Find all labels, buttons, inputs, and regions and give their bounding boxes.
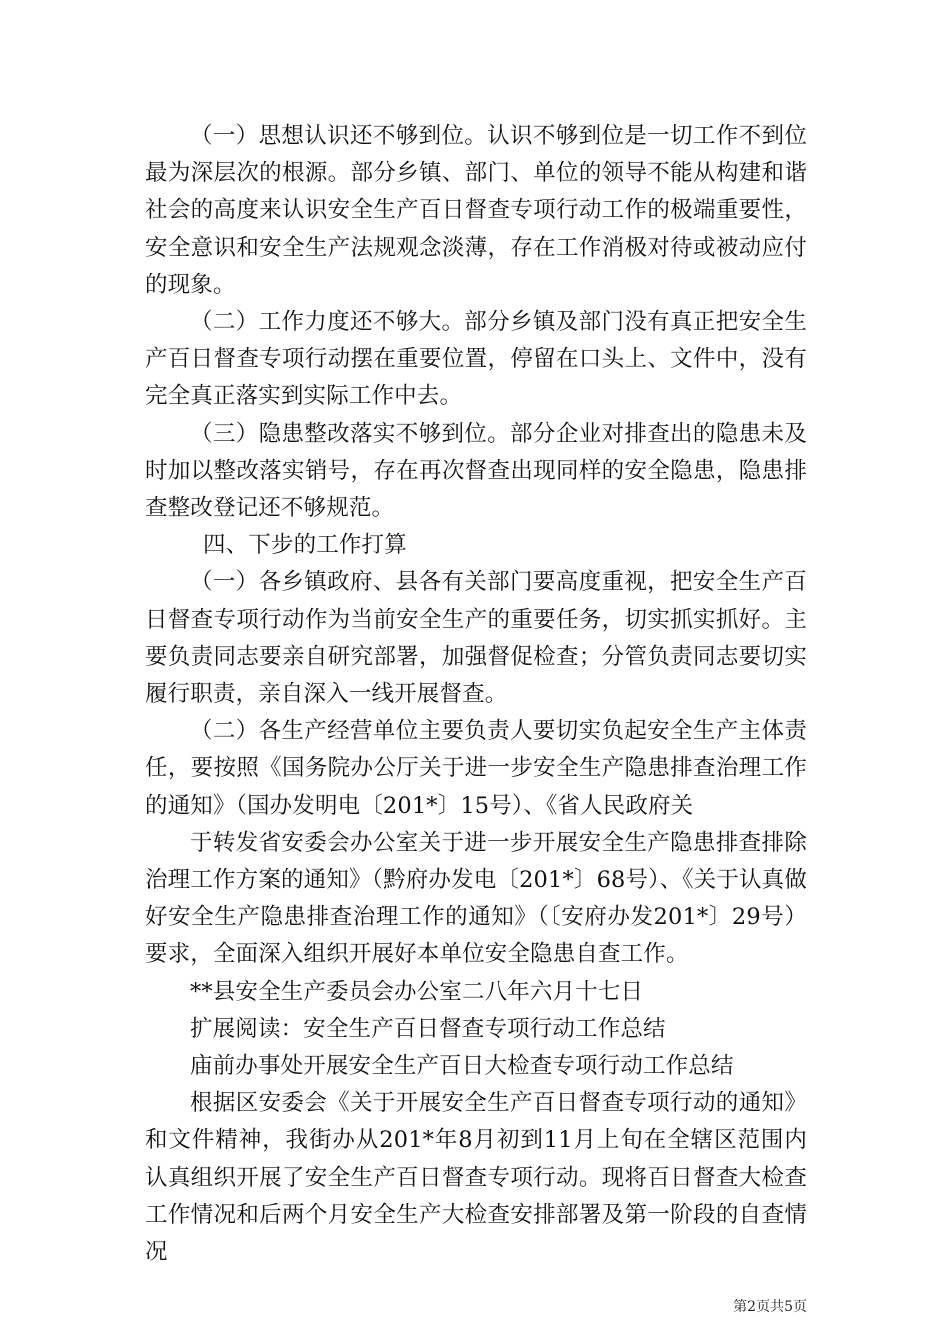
extended-reading-title: 扩展阅读：安全生产百日督查专项行动工作总结 [190, 1015, 666, 1042]
paragraph-effort: （二）工作力度还不够大。部分乡镇及部门没有真正把安全生产百日督查专项行动摆在重要位置，停留在口头上、文件中，没有完全真正落实到实际工作中去。 [145, 309, 807, 410]
summary-title: 庙前办事处开展安全生产百日大检查专项行动工作总结 [190, 1053, 734, 1080]
paragraph-rectification: （三）隐患整改落实不够到位。部分企业对排查出的隐患未及时加以整改落实销号，存在再次督查出现同样的安全隐患，隐患排查整改登记还不够规范。 [145, 420, 807, 522]
paragraph-next-step-2: （二）各生产经营单位主要负责人要切实负起安全生产主体责任，要按照《国务院办公厅关于进一步安全生产隐患排查治理工作的通知》（国办发明电〔201*〕15号）、《省人民政府关 [145, 718, 807, 819]
paragraph-next-step-1: （一）各乡镇政府、县各有关部门要高度重视，把安全生产百日督查专项行动作为当前安全生产的重要任务，切实抓实抓好。主要负责同志要亲自研究部署，加强督促检查；分管负责同志要切实履行职责，亲自深入一线开展督查。 [145, 569, 807, 708]
page-number: 第2页共5页 [733, 1299, 807, 1315]
signature-line: **县安全生产委员会办公室二八年六月十七日 [190, 978, 644, 1005]
paragraph-summary-intro: 根据区安委会《关于开展安全生产百日督查专项行动的通知》和文件精神，我街办从201*年8月初到11月上旬在全辖区范围内认真组织开展了安全生产百日督查专项行动。现将百日督查大检查工作情况和后两个月安全生产大检查安排部署及第一阶段的自查情况 [145, 1090, 807, 1266]
paragraph-awareness: （一）思想认识还不够到位。认识不够到位是一切工作不到位最为深层次的根源。部分乡镇、部门、单位的领导不能从构建和谐社会的高度来认识安全生产百日督查专项行动工作的极端重要性，安全意识和安全生产法规观念淡薄，存在工作消极对待或被动应付的现象。 [145, 123, 807, 298]
paragraph-next-step-2-continued: 于转发省安委会办公室关于进一步开展安全生产隐患排查排除治理工作方案的通知》（黔府办发电〔201*〕68号）、《关于认真做好安全生产隐患排查治理工作的通知》（〔安府办发201*〕29号）要求，全面深入组织开展好本单位安全隐患自查工作。 [145, 829, 807, 968]
document-body [145, 118, 807, 1271]
section-heading-next-steps: 四、下步的工作打算 [203, 532, 407, 559]
